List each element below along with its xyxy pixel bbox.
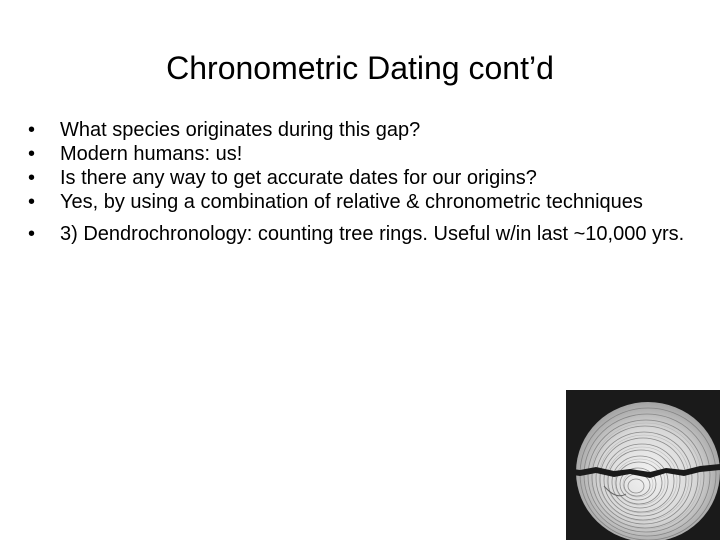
bullet-text: 3) Dendrochronology: counting tree rings. Useful w/in last ~10,000 yrs. <box>60 223 685 245</box>
bullet-dot: • <box>28 167 36 189</box>
bullet-dot: • <box>28 143 36 165</box>
bullet-item <box>28 190 698 214</box>
bullet-text: What species originates during this gap? <box>60 119 421 141</box>
bullet-item <box>28 222 698 246</box>
bullet-item <box>28 118 698 142</box>
bullet-dot: • <box>28 191 36 213</box>
bullet-dot: • <box>28 119 36 141</box>
bullet-list <box>28 118 698 246</box>
bullet-item <box>28 166 698 190</box>
bullet-item <box>28 142 698 166</box>
bullet-text: Is there any way to get accurate dates for our origins? <box>60 167 537 189</box>
bullet-text: Modern humans: us! <box>60 143 243 165</box>
tree-rings-photo <box>566 390 720 540</box>
bullet-spacer <box>28 214 698 222</box>
slide-title: Chronometric Dating cont’d <box>166 50 554 86</box>
bullet-text: Yes, by using a combination of relative & chronometric techniques <box>60 191 643 213</box>
tree-rings-icon <box>566 390 720 540</box>
bullet-dot: • <box>28 223 36 245</box>
